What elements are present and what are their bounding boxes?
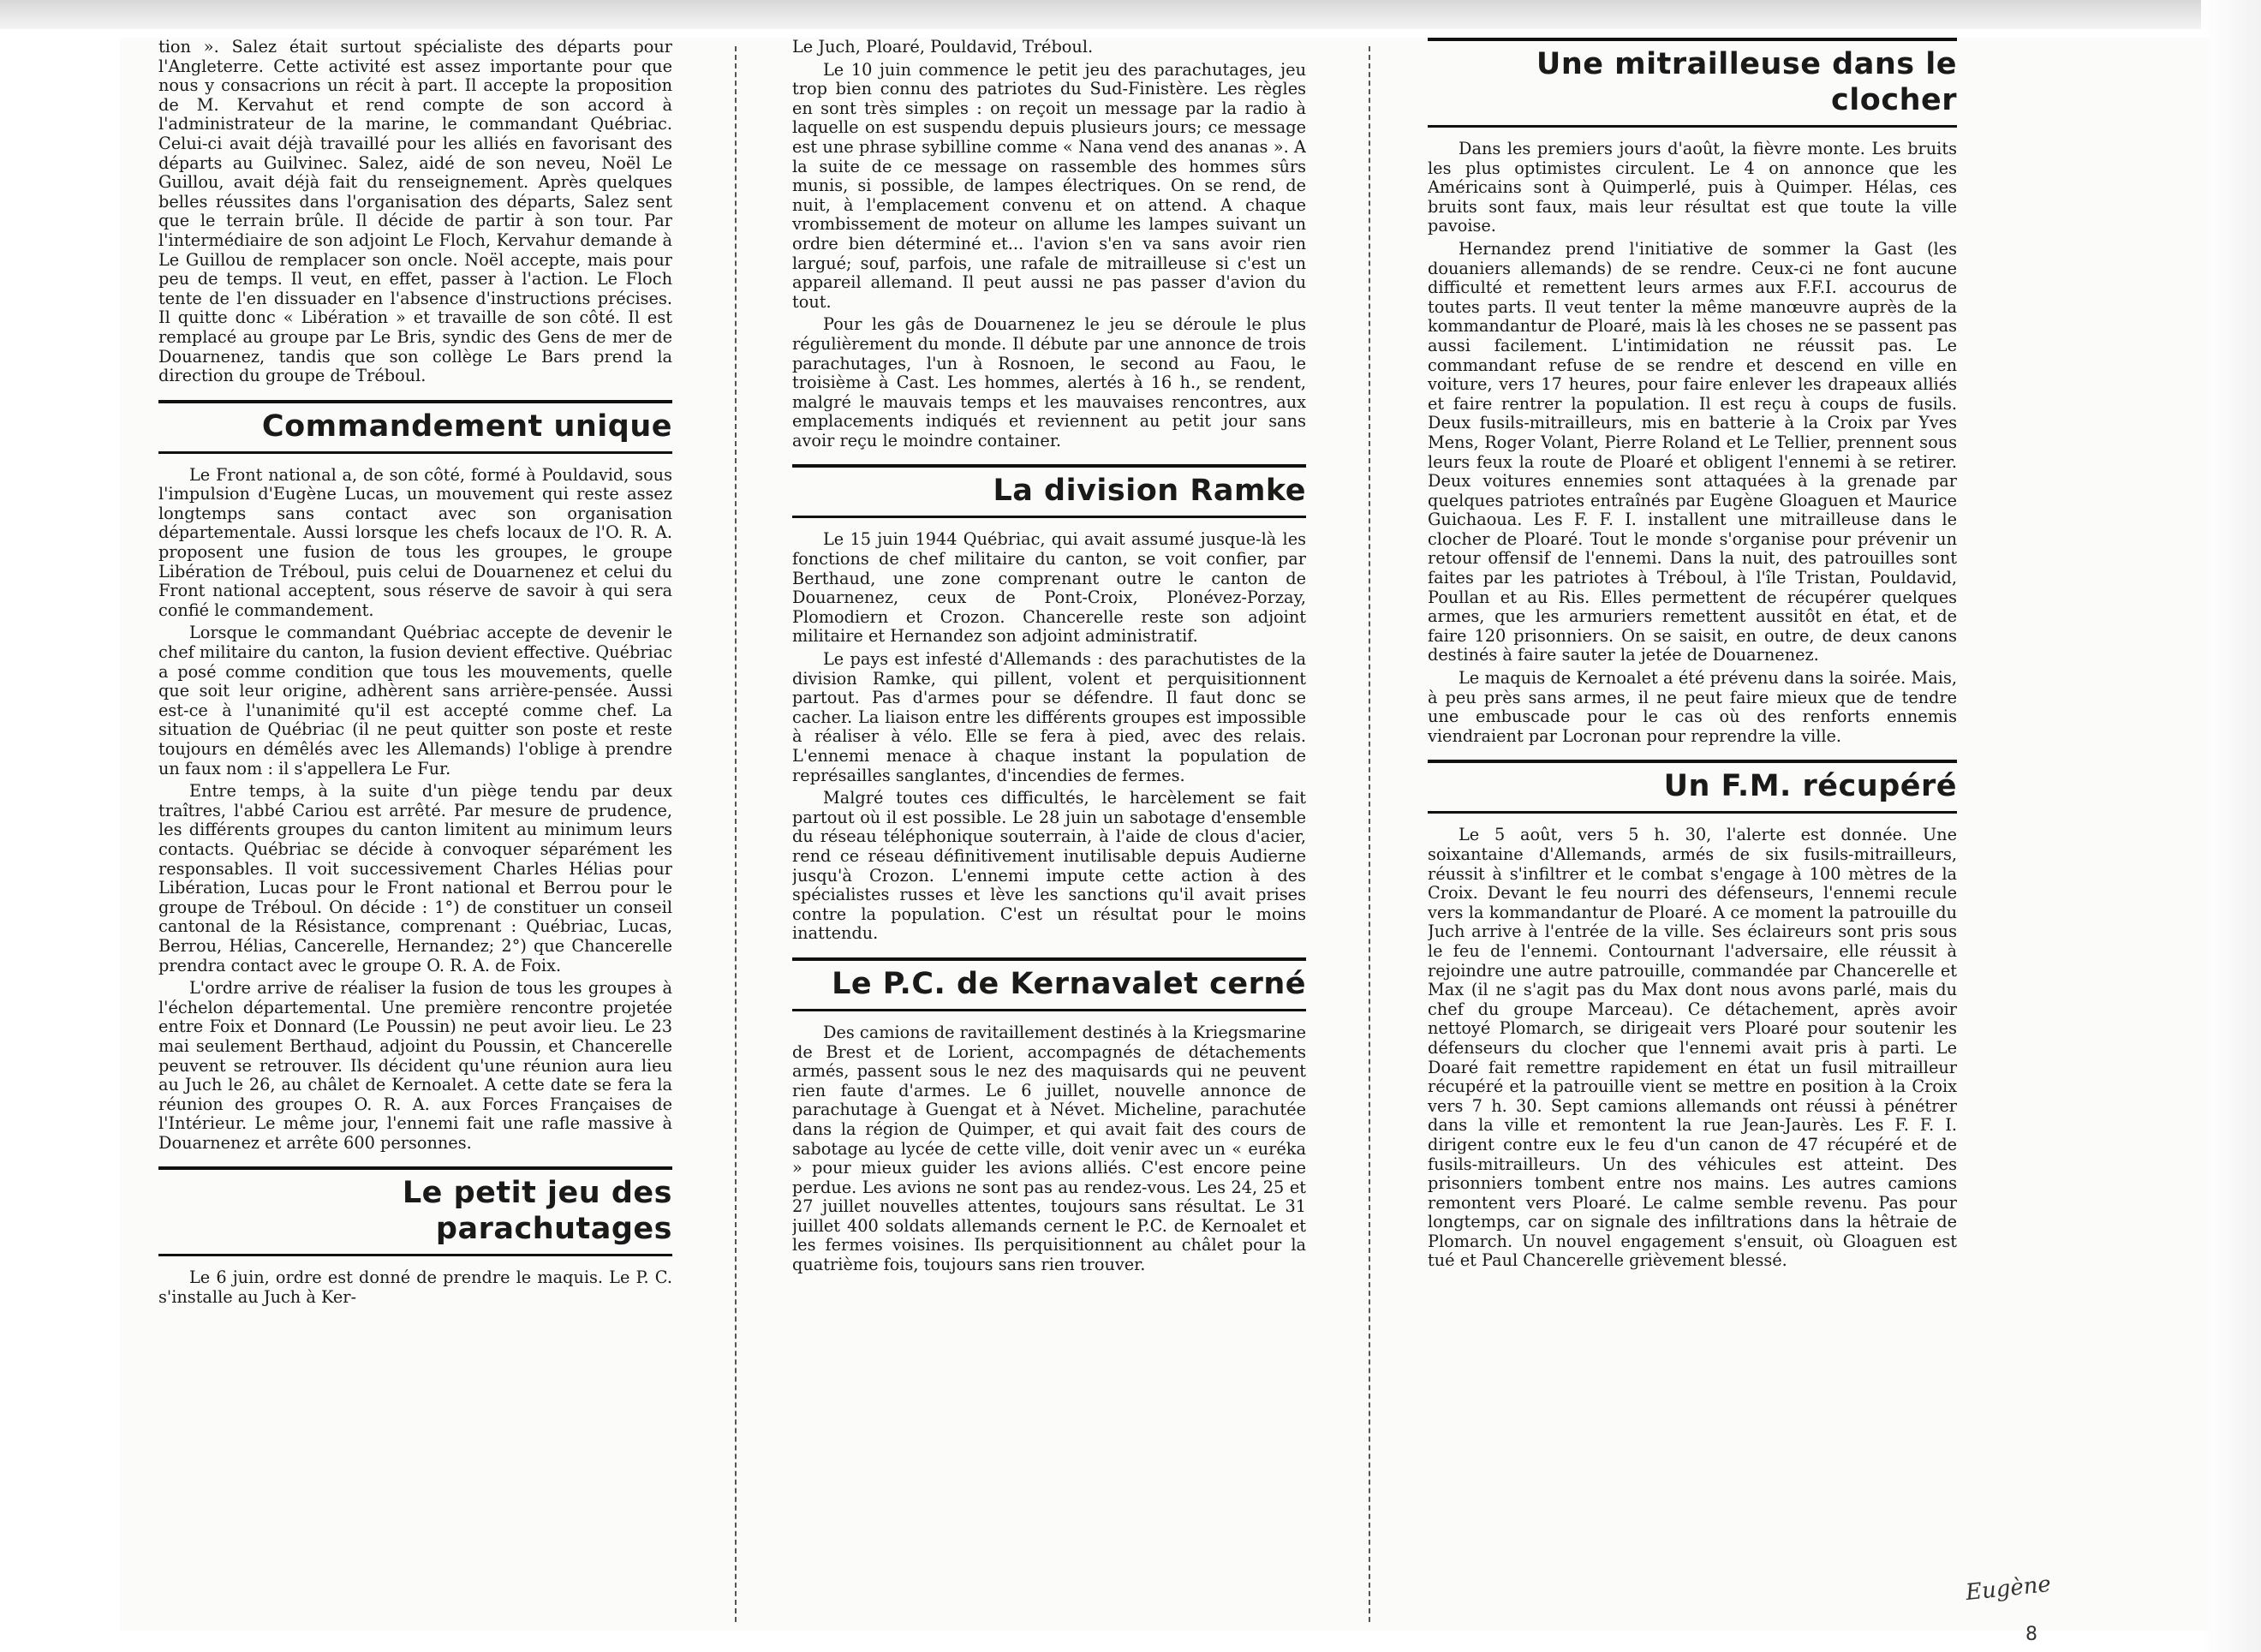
paragraph: Le maquis de Kernoalet a été prévenu dans la soirée. Mais, à peu près sans armes, il ne peut faire mieux que de tendre une embuscade pour le cas où des renforts ennemis viendraient par Locronan pour reprendre la ville.: [1428, 668, 1957, 746]
newspaper-clipping: [120, 38, 2210, 1631]
handwritten-annotation: Eugène: [1964, 1571, 2053, 1607]
scan-border-top: [0, 0, 2261, 29]
section-heading: Le petit jeu des parachutages: [158, 1166, 672, 1256]
paragraph: Le pays est infesté d'Allemands : des parachutistes de la division Ramke, qui pillent, volent et perquisitionnent partout. Pas d'armes pour se défendre. Il faut donc se cacher. La liaison entre les différents groupes est impossible à réaliser à vélo. Elle se fera à pied, avec des relais. L'ennemi menace à chaque instant la population de représailles sanglantes, d'incendies de fermes.: [792, 649, 1306, 785]
page-number: 8: [2025, 1624, 2037, 1645]
section-heading: Le P.C. de Kernavalet cerné: [792, 957, 1306, 1011]
paragraph: L'ordre arrive de réaliser la fusion de tous les groupes à l'échelon départemental. Une première rencontre projetée entre Foix et Donnard (Le Poussin) ne peut avoir lieu. Le 23 mai seulement Berthaud, adjoint du Poussin, et Chancerelle peuvent se retrouver. Ils décident qu'une réunion aura lieu au Juch le 26, au châlet de Kernoalet. A cette date se fera la réunion des groupes O. R. A. aux Forces Françaises de l'Intérieur. Le même jour, l'ennemi fait une rafle massive à Douarnenez et arrête 600 personnes.: [158, 978, 672, 1153]
paragraph: Lorsque le commandant Québriac accepte de devenir le chef militaire du canton, la fusion devient effective. Québriac a posé comme condition que tous les mouvements, quelle que soit leur origine, adhèrent sans arrière-pensée. Aussi est-ce à l'unanimité qu'il est accepté comme chef. La situation de Québriac (il ne peut quitter son poste et reste toujours en démêlés avec les Allemands) l'oblige à prendre un faux nom : il s'appellera Le Fur.: [158, 623, 672, 778]
paragraph: Le 10 juin commence le petit jeu des parachutages, jeu trop bien connu des patriotes du Sud-Finistère. Les règles en sont très simples : on reçoit un message par la radio à laquelle on est suspendu depuis plusieurs jours; ce message est une phrase sybilline comme « Nana vend des ananas ». A la suite de ce message on rassemble des hommes sûrs munis, si possible, de lampes électriques. On se rend, de nuit, à l'emplacement convenu et on attend. A chaque vrombissement de moteur on allume les lampes suivant un ordre bien déterminé et... l'avion s'en va sans avoir rien largué; souf, parfois, une rafale de mitrailleuse si c'est un appareil allemand. Il peut aussi ne pas passer d'avion du tout.: [792, 59, 1306, 312]
paragraph: Des camions de ravitaillement destinés à la Kriegsmarine de Brest et de Lorient, accompagnés de détachements armés, passent sous le nez des maquisards qui ne peuvent rien faute d'armes. Le 6 juillet, nouvelle annonce de parachutage à Guengat et à Névet. Micheline, parachutée dans la région de Quimper, et qui avait fait des cours de sabotage au lycée de cette ville, doit venir avec un « euréka » pour mieux guider les avions alliés. C'est encore peine perdue. Les avions ne sont pas au rendez-vous. Les 24, 25 et 27 juillet nouvelles attentes, toujours sans résultat. Le 31 juillet 400 soldats allemands cernent le P.C. de Kernoalet et les fermes voisines. Ils perquisitionnent au châlet pour la quatrième fois, toujours sans rien trouver.: [792, 1022, 1306, 1275]
paragraph: Le Front national a, de son côté, formé à Pouldavid, sous l'impulsion d'Eugène Lucas, un mouvement qui reste assez longtemps sans contact avec son organisation départementale. Aussi lorsque les chefs locaux de l'O. R. A. proposent une fusion de tous les groupes, le groupe Libération de Tréboul, puis celui de Douarnenez et celui du Front national acceptent, sous réserve de savoir à qui sera confié le commandement.: [158, 464, 672, 620]
paragraph: Le Juch, Ploaré, Pouldavid, Tréboul.: [792, 38, 1094, 57]
scan-border-right: [2201, 0, 2261, 1652]
column-rule-1: [735, 46, 737, 1622]
column-1: [158, 38, 672, 1631]
paragraph: Le 15 juin 1944 Québriac, qui avait assumé jusque-là les fonctions de chef militaire du canton, se voit confier, par Berthaud, une zone comprenant outre le canton de Douarnenez, ceux de Pont-Croix, Plonévez-Porzay, Plomodiern et Crozon. Chancerelle reste son adjoint militaire et Hernandez son adjoint administratif.: [792, 529, 1306, 647]
paragraph: tion ». Salez était surtout spécialiste des départs pour l'Angleterre. Cette activité est assez importante pour que nous y consacrions un récit à part. Il accepte la proposition de M. Kervahut et rend compte de son accord à l'administrateur de la marine, le commandant Québriac. Celui-ci avait déjà travaillé pour les alliés en favorisant des départs au Guilvinec. Salez, aidé de son neveu, Noël Le Guillou, avait déjà fait du renseignement. Après quelques belles réussites dans l'organisation des départs, Salez sent que le terrain brûle. Il décide de partir à son tour. Par l'intermédiaire de son adjoint Le Floch, Kervahur demande à Le Guillou de remplacer son oncle. Noël accepte, mais pour peu de temps. Il veut, en effet, passer à l'action. Le Floch tente de l'en dissuader en l'absence d'instructions précises. Il quitte donc « Libération » et travaille de son côté. Il est remplacé au groupe par Le Bris, syndic des Gens de mer de Douarnenez, tandis que son collège Le Bars prend la direction du groupe de Tréboul.: [158, 38, 672, 386]
section-heading: La division Ramke: [792, 464, 1306, 518]
paragraph: Entre temps, à la suite d'un piège tendu par deux traîtres, l'abbé Cariou est arrêté. Par mesure de prudence, les différents groupes du canton limitent au minimum leurs contacts. Québriac se décide à convoquer séparément les responsables. Il voit successivement Charles Hélias pour Libération, Lucas pour le Front national et Berrou pour le groupe de Tréboul. On décide : 1°) de constituer un conseil cantonal de la Résistance, comprenant : Québriac, Lucas, Berrou, Hélias, Cancerelle, Hernandez; 2°) que Chancerelle prendra contact avec le groupe O. R. A. de Foix.: [158, 781, 672, 975]
column-3: [1428, 38, 1957, 1631]
section-heading: Un F.M. récupéré: [1428, 760, 1957, 814]
paragraph: Malgré toutes ces difficultés, le harcèlement se fait partout où il est possible. Le 28 juin un sabotage d'ensemble du réseau téléphonique souterrain, à l'aide de clous d'acier, rend ce réseau définitivement inutilisable depuis Audierne jusqu'à Crozon. L'ennemi impute cette action à des spécialistes russes et lève les sanctions qu'il avait prises contre la population. C'est un résultat pour le moins inattendu.: [792, 788, 1306, 944]
column-rule-2: [1369, 46, 1370, 1622]
paragraph: Dans les premiers jours d'août, la fièvre monte. Les bruits les plus optimistes circulent. Le 4 on annonce que les Américains sont à Quimperlé, puis à Quimper. Hélas, ces bruits sont faux, mais leur résultat est que toute la ville pavoise.: [1428, 139, 1957, 236]
paragraph: Pour les gâs de Douarnenez le jeu se déroule le plus régulièrement du monde. Il débute par une annonce de trois parachutages, l'un à Rosnoen, le second au Faou, le troisième à Cast. Les hommes, alertés à 16 h., se rendent, malgré le mauvais temps et les mauvaises rencontres, aux emplacements indiqués et reviennent au petit jour sans avoir reçu le moindre container.: [792, 314, 1306, 450]
section-heading: Commandement unique: [158, 400, 672, 454]
paragraph: Le 5 août, vers 5 h. 30, l'alerte est donnée. Une soixantaine d'Allemands, armés de six fusils-mitrailleurs, réussit à s'infiltrer et le combat s'engage à 100 mètres de la Croix. Devant le feu nourri des défenseurs, l'ennemi recule vers la kommandantur de Ploaré. A ce moment la patrouille du Juch arrive à l'entrée de la ville. Ses éclaireurs sont pris sous le feu de l'ennemi. Contournant l'adversaire, elle réussit à rejoindre une autre patrouille, commandée par Chancerelle et Max (il ne s'agit pas du Max dont nous avons parlé, mais du chef du groupe Marceau). Ce détachement, après avoir nettoyé Plomarch, se dirigeait vers Ploaré pour soutenir les défenseurs du clocher que l'ennemi avait pris à parti. Le Doaré fait remettre rapidement en état un fusil mitrailleur récupéré et la patrouille vient se mettre en position à la Croix vers 7 h. 30. Sept camions allemands ont réussi à pénétrer dans la ville et remontent la rue Jean-Jaurès. Les F. F. I. dirigent contre eux le feu d'un canon de 47 récupéré et de fusils-mitrailleurs. Un des véhicules est atteint. Des prisonniers tombent entre nos mains. Les autres camions remontent vers Ploaré. Le calme semble revenu. Pas pour longtemps, car on signale des infiltrations dans la hêtraie de Plomarch. Un nouvel engagement s'ensuit, où Gloaguen est tué et Paul Chancerelle grièvement blessé.: [1428, 825, 1957, 1271]
column-2: [792, 38, 1306, 1631]
section-heading: Une mitrailleuse dans le clocher: [1428, 38, 1957, 128]
paragraph: Hernandez prend l'initiative de sommer la Gast (les douaniers allemands) de se rendre. Ceux-ci ne font aucune difficulté et remettent leurs armes aux F.F.I. accourus de toutes parts. Il veut tenter la même manœuvre auprès de la kommandantur de Ploaré, mais là les choses ne se passent pas aussi facilement. L'intimidation ne réussit pas. Le commandant refuse de se rendre et descend en ville en voiture, vers 17 heures, pour faire enlever les drapeaux alliés et faire rentrer la population. Il est reçu à coups de fusils. Deux fusils-mitrailleurs, mis en batterie à la Croix par Yves Mens, Roger Volant, Pierre Roland et Le Tellier, prennent sous leurs feux la route de Ploaré et obligent l'ennemi à se retirer. Deux voitures ennemies sont attaquées à la grenade par quelques patriotes entraînés par Eugène Gloaguen et Maurice Guichaoua. Les F. F. I. installent une mitrailleuse dans le clocher de Ploaré. Tout le monde s'organise pour prévenir un retour offensif de l'ennemi. Dans la nuit, des patrouilles sont faites par les patriotes à Tréboul, à l'île Tristan, Pouldavid, Poullan et au Ris. Elles permettent de récupérer quelques armes, que les armuriers remettent aussitôt en état, et de faire 120 prisonniers. On se saisit, en outre, de deux canons destinés à faire sauter la jetée de Douarnenez.: [1428, 238, 1957, 665]
paragraph: Le 6 juin, ordre est donné de prendre le maquis. Le P. C. s'installe au Juch à Ker-: [158, 1267, 672, 1308]
